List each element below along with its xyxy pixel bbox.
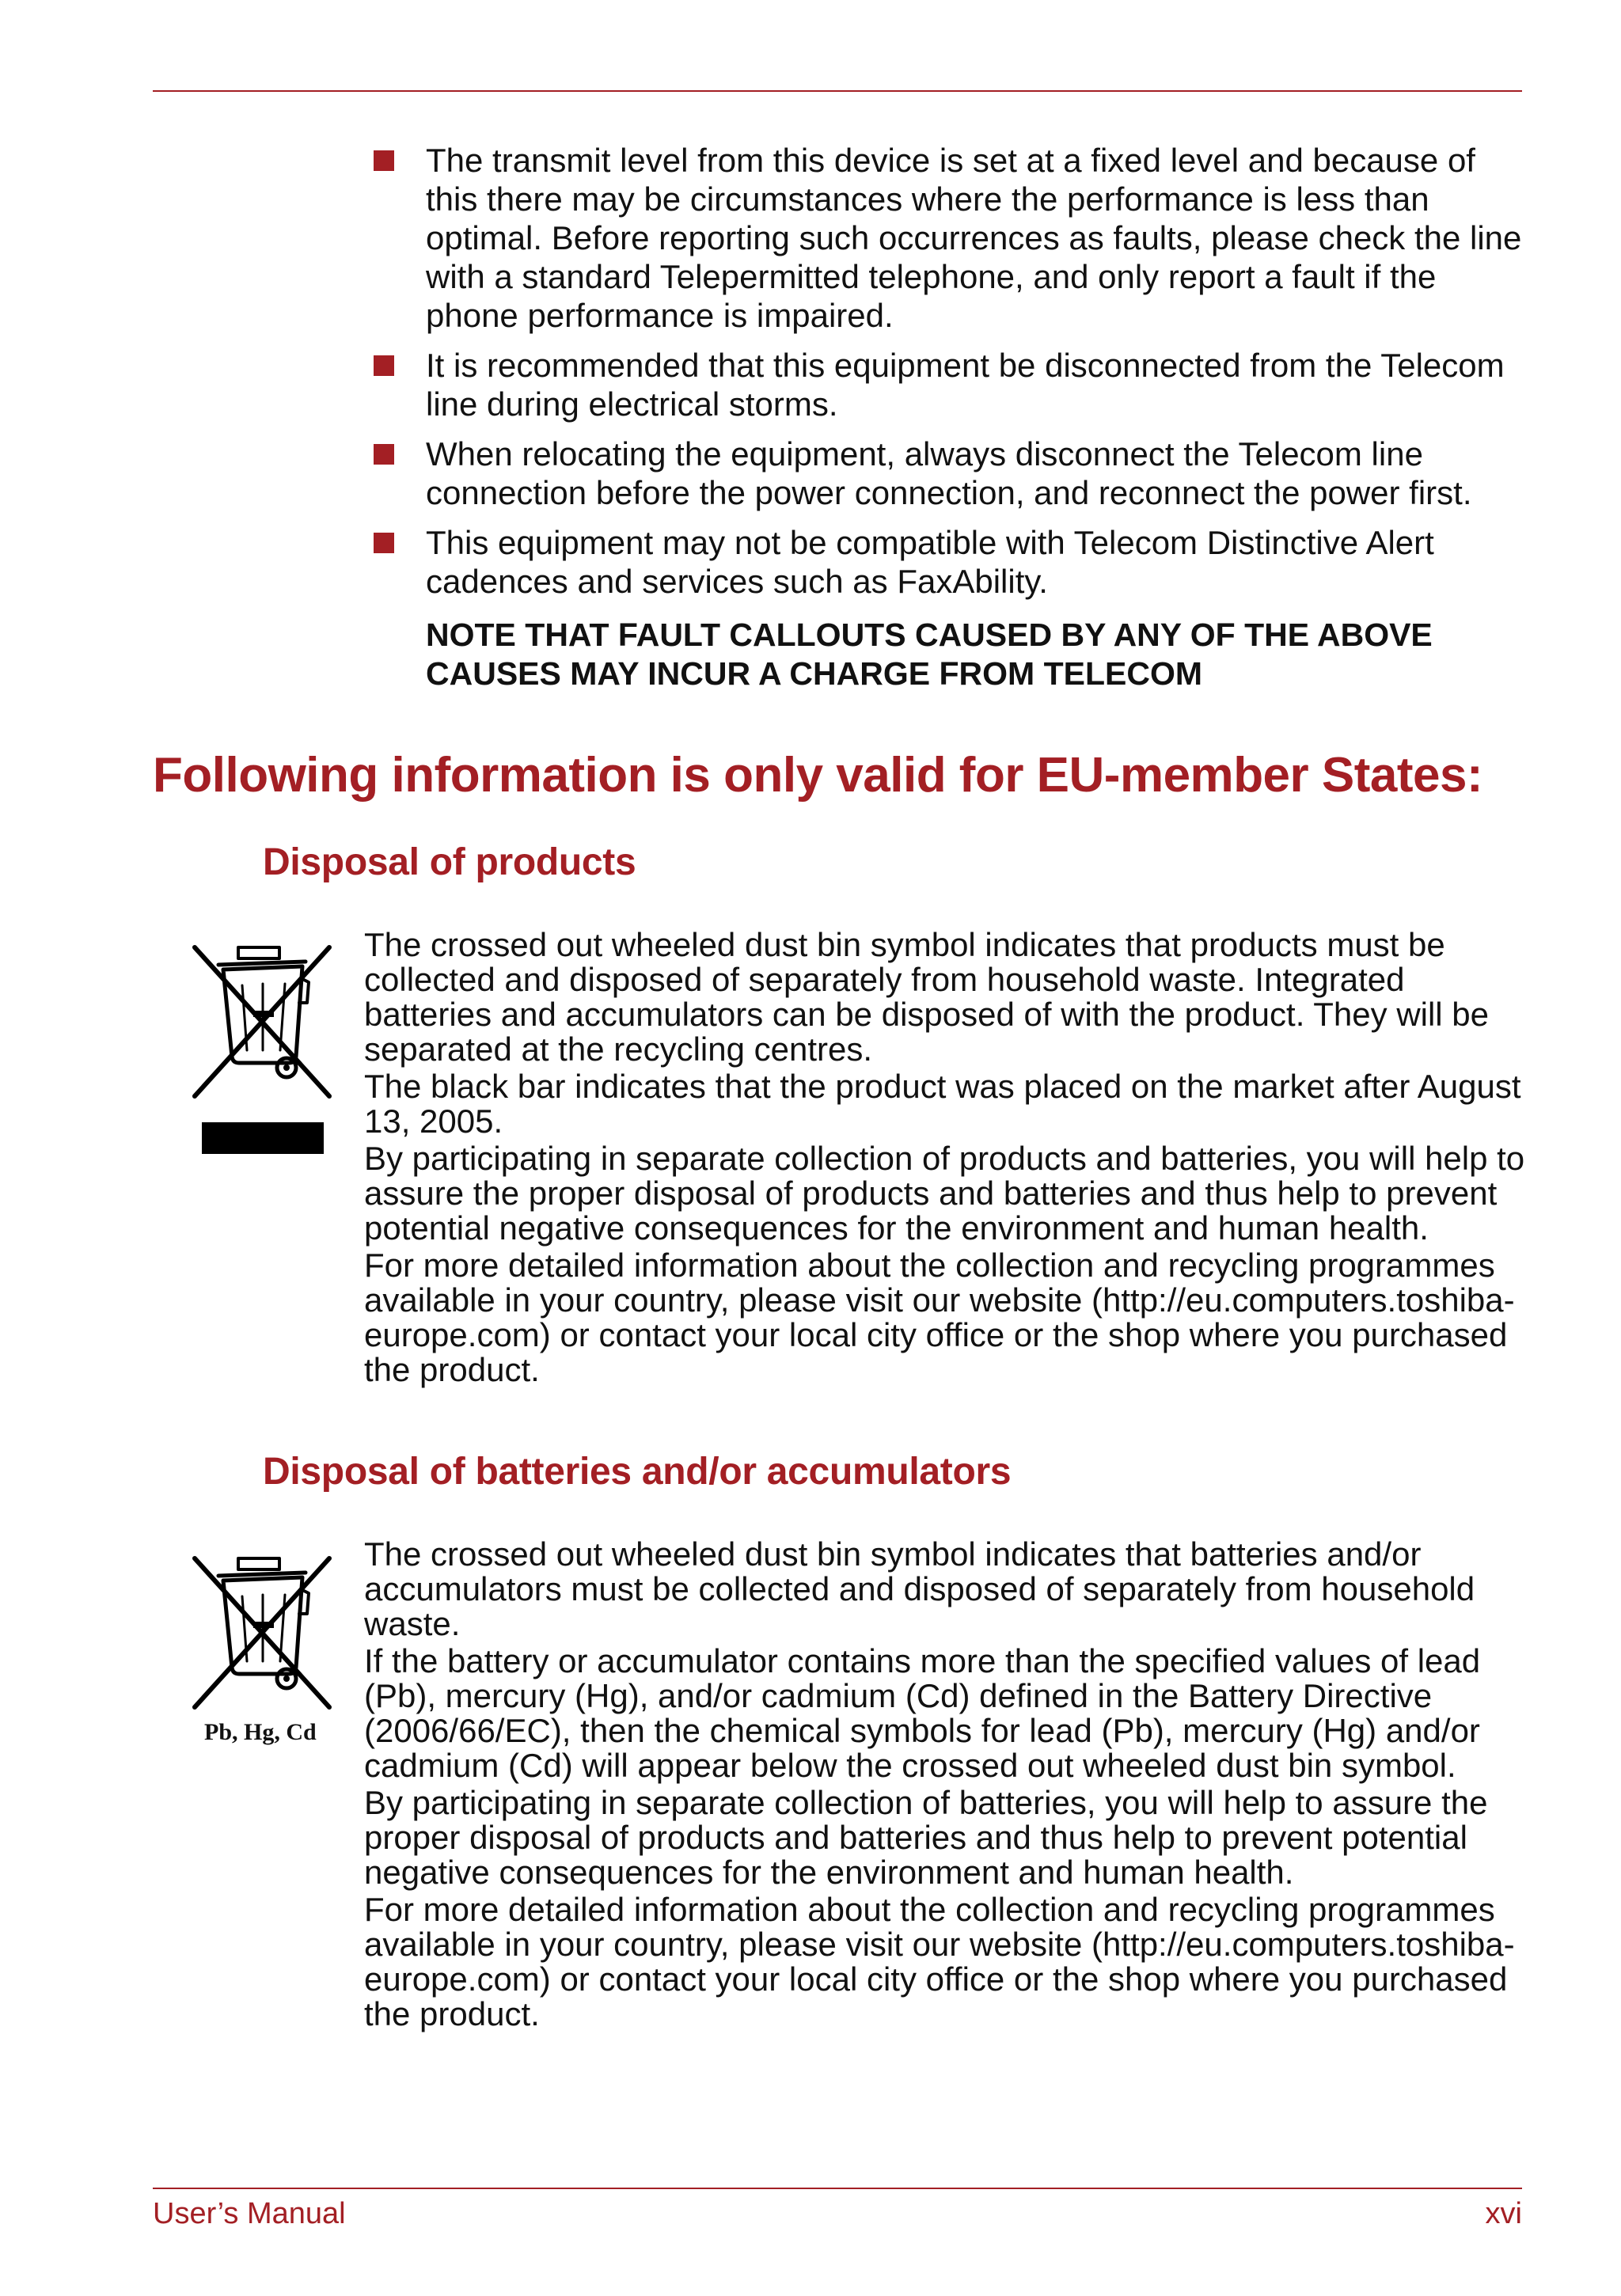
square-bullet-icon [374,355,394,376]
header-rule [153,90,1522,92]
square-bullet-icon [374,533,394,553]
bullet-text: It is recommended that this equipment be disconnected from the Telecom line during electrical storms. [426,347,1505,423]
list-item [374,435,1529,512]
list-item [374,523,1529,601]
list-item [374,141,1529,335]
paragraph: For more detailed information about the collection and recycling programmes available in your country, please visit our website (http://eu.computers.toshiba-europe.com) or contact your local city office or the shop where you purchased the product. [364,1247,1515,1388]
square-bullet-icon [374,150,394,171]
page-number: xvi [1485,2197,1522,2230]
batteries-text [364,1537,1536,2034]
bullet-text: This equipment may not be compatible with Telecom Distinctive Alert cadences and services such as FaxAbility. [426,524,1434,600]
batteries-heading: Disposal of batteries and/or accumulators [263,1451,1012,1493]
square-bullet-icon [374,444,394,465]
crossed-out-wheeled-bin-icon [187,938,337,1116]
footer-rule [153,2188,1522,2189]
paragraph: If the battery or accumulator contains more than the specified values of lead (Pb), mercury (Hg), and/or cadmium (Cd) defined in the Battery Directive (2006/66/EC), then the chemical symbols for lead (Pb), mercury (Hg) and/or cadmium (Cd) will appear below the crossed out wheeled dust bin symbol. [364,1642,1481,1784]
black-bar [202,1122,324,1154]
crossed-out-wheeled-bin-icon [187,1549,337,1727]
products-heading: Disposal of products [263,841,636,883]
paragraph: For more detailed information about the collection and recycling programmes available in your country, please visit our website (http://eu.computers.toshiba-europe.com) or contact your local city office or the shop where you purchased the product. [364,1891,1515,2032]
bullet-list [374,141,1529,612]
paragraph: By participating in separate collection of products and batteries, you will help to assure the proper disposal of products and batteries and thus help to prevent potential negative consequences for the environment and human health. [364,1140,1525,1247]
paragraph: The black bar indicates that the product was placed on the market after August 13, 2005. [364,1068,1521,1140]
paragraph: The crossed out wheeled dust bin symbol indicates that products must be collected and disposed of separately from household waste. Integrated batteries and accumulators can be disposed of with the product. They will be separated at the recycling centres. [364,926,1490,1068]
paragraph: By participating in separate collection of batteries, you will help to assure the proper disposal of products and batteries and thus help to prevent potential negative consequences for the environment and human health. [364,1784,1488,1891]
chemical-symbols-label: Pb, Hg, Cd [204,1719,317,1745]
section-title: Following information is only valid for EU-member States: [153,748,1483,803]
bullet-text: The transmit level from this device is set at a fixed level and because of this there may be circumstances where the performance is less than optimal. Before reporting such occurrences as faults, please check the line with a standard Telepermitted telephone, and only report a fault if the phone performance is impaired. [426,142,1522,334]
footer-manual-title: User’s Manual [153,2197,346,2230]
bullet-text: When relocating the equipment, always disconnect the Telecom line connection before the power connection, and reconnect the power first. [426,435,1472,511]
telecom-charge-note: NOTE THAT FAULT CALLOUTS CAUSED BY ANY OF THE ABOVE CAUSES MAY INCUR A CHARGE FROM TELECOM [426,617,1433,692]
paragraph: The crossed out wheeled dust bin symbol indicates that batteries and/or accumulators must be collected and disposed of separately from household waste. [364,1535,1475,1642]
list-item [374,346,1529,423]
products-text [364,928,1536,1390]
